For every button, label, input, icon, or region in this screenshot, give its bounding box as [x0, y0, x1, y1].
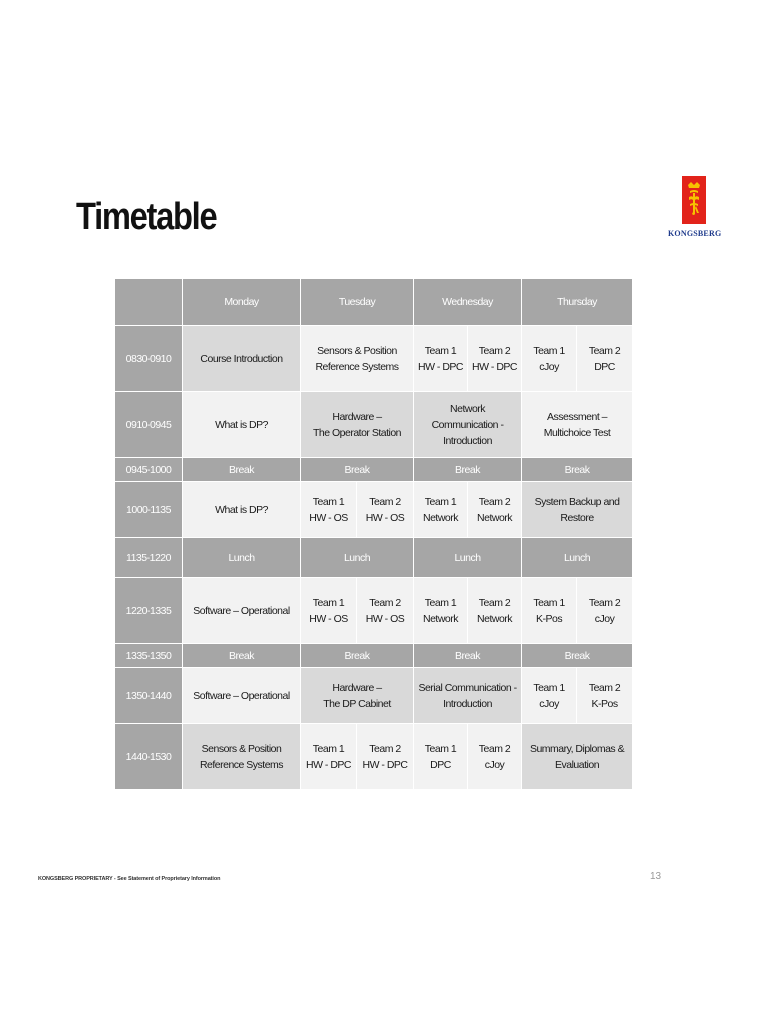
kongsberg-crest-icon — [682, 176, 706, 224]
team-cell: Team 2 Network — [468, 578, 522, 644]
time-slot: 1000-1135 — [115, 482, 183, 538]
session-cell: Assessment – Multichoice Test — [522, 392, 633, 458]
day-header-wednesday: Wednesday — [414, 279, 522, 326]
header-row — [115, 279, 633, 326]
header-corner — [115, 279, 183, 326]
time-slot: 0830-0910 — [115, 326, 183, 392]
day-header-monday: Monday — [183, 279, 301, 326]
break-cell: Break — [414, 644, 522, 668]
session-cell: Network Communication - Introduction — [414, 392, 522, 458]
lunch-cell: Lunch — [183, 538, 301, 578]
lunch-row — [115, 538, 633, 578]
day-header-thursday: Thursday — [522, 279, 633, 326]
time-slot: 1135-1220 — [115, 538, 183, 578]
team-cell: Team 2 HW - DPC — [357, 724, 414, 790]
session-cell: Serial Communication - Introduction — [414, 668, 522, 724]
team-cell: Team 2 DPC — [577, 326, 633, 392]
team-cell: Team 2 Network — [468, 482, 522, 538]
session-cell: Software – Operational — [183, 668, 301, 724]
lunch-cell: Lunch — [414, 538, 522, 578]
session-cell: Sensors & Position Reference Systems — [183, 724, 301, 790]
table-row — [115, 578, 633, 644]
page-number: 13 — [650, 871, 662, 882]
break-cell: Break — [301, 458, 414, 482]
table-row — [115, 668, 633, 724]
break-cell: Break — [301, 644, 414, 668]
session-cell: What is DP? — [183, 392, 301, 458]
team-cell: Team 1 K-Pos — [522, 578, 577, 644]
break-row — [115, 644, 633, 668]
time-slot: 1220-1335 — [115, 578, 183, 644]
team-cell: Team 2 HW - OS — [357, 578, 414, 644]
break-row — [115, 458, 633, 482]
time-slot: 0945-1000 — [115, 458, 183, 482]
time-slot: 1350-1440 — [115, 668, 183, 724]
break-cell: Break — [414, 458, 522, 482]
team-cell: Team 1 HW - OS — [301, 578, 357, 644]
session-cell: Summary, Diplomas & Evaluation — [522, 724, 633, 790]
team-cell: Team 2 K-Pos — [577, 668, 633, 724]
time-slot: 1440-1530 — [115, 724, 183, 790]
day-header-tuesday: Tuesday — [301, 279, 414, 326]
team-cell: Team 1 HW - DPC — [301, 724, 357, 790]
team-cell: Team 1 DPC — [414, 724, 468, 790]
session-cell: Hardware – The DP Cabinet — [301, 668, 414, 724]
session-cell: System Backup and Restore — [522, 482, 633, 538]
team-cell: Team 1 HW - OS — [301, 482, 357, 538]
kongsberg-logo — [668, 176, 720, 238]
table-row — [115, 724, 633, 790]
team-cell: Team 1 Network — [414, 578, 468, 644]
team-cell: Team 1 Network — [414, 482, 468, 538]
logo-wordmark: KONGSBERG — [668, 229, 722, 238]
table-row — [115, 392, 633, 458]
time-slot: 0910-0945 — [115, 392, 183, 458]
lunch-cell: Lunch — [301, 538, 414, 578]
timetable — [114, 278, 633, 790]
table-row — [115, 482, 633, 538]
session-cell: Sensors & Position Reference Systems — [301, 326, 414, 392]
team-cell: Team 1 cJoy — [522, 668, 577, 724]
page-title: Timetable — [76, 196, 217, 238]
session-cell: Software – Operational — [183, 578, 301, 644]
table-row — [115, 326, 633, 392]
team-cell: Team 2 cJoy — [468, 724, 522, 790]
team-cell: Team 2 cJoy — [577, 578, 633, 644]
team-cell: Team 2 HW - OS — [357, 482, 414, 538]
break-cell: Break — [183, 458, 301, 482]
time-slot: 1335-1350 — [115, 644, 183, 668]
team-cell: Team 1 HW - DPC — [414, 326, 468, 392]
team-cell: Team 1 cJoy — [522, 326, 577, 392]
footer-proprietary-notice: KONGSBERG PROPRIETARY - See Statement of Proprietary Information — [38, 876, 221, 882]
break-cell: Break — [522, 644, 633, 668]
break-cell: Break — [522, 458, 633, 482]
session-cell: What is DP? — [183, 482, 301, 538]
session-cell: Course Introduction — [183, 326, 301, 392]
lunch-cell: Lunch — [522, 538, 633, 578]
session-cell: Hardware – The Operator Station — [301, 392, 414, 458]
team-cell: Team 2 HW - DPC — [468, 326, 522, 392]
break-cell: Break — [183, 644, 301, 668]
